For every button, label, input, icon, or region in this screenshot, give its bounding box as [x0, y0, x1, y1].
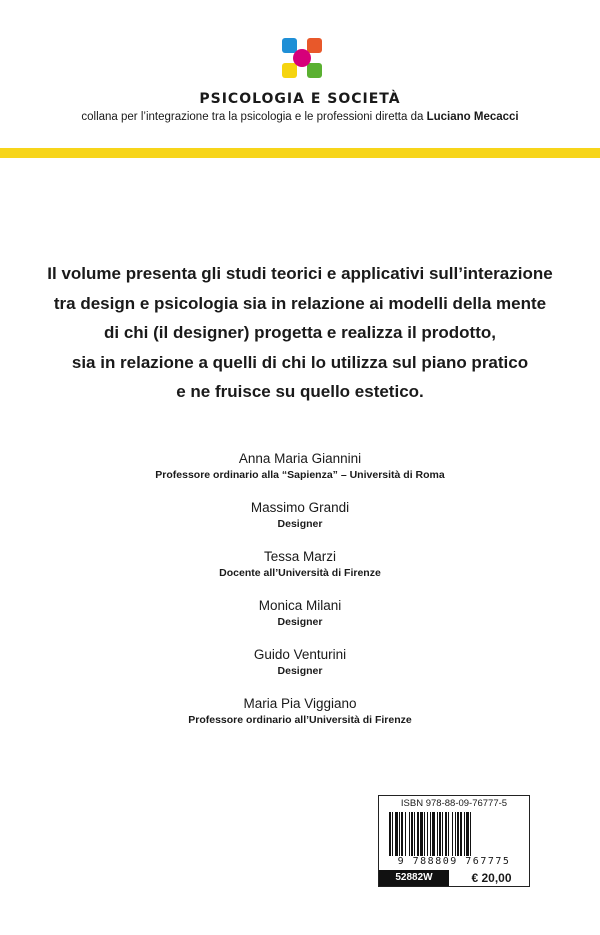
- author-name: Monica Milani: [258, 598, 342, 613]
- blurb-line: e ne fruisce su quello estetico.: [176, 382, 424, 401]
- isbn-text: ISBN 978-88-09-76777-5: [400, 798, 508, 809]
- author-entry: [0, 646, 600, 695]
- price-row: [379, 870, 529, 886]
- author-entry: [0, 450, 600, 499]
- author-role: Professore ordinario alla “Sapienza” – Università di Roma: [155, 469, 445, 481]
- author-name: Maria Pia Viggiano: [243, 696, 357, 711]
- author-role: Designer: [277, 616, 323, 628]
- series-director: Luciano Mecacci: [426, 111, 519, 123]
- author-role: Designer: [277, 665, 323, 677]
- price: € 20,00: [471, 871, 512, 885]
- author-entry: [0, 499, 600, 548]
- author-role: Docente all’Università di Firenze: [219, 567, 381, 579]
- author-entry: [0, 548, 600, 597]
- barcode-icon: [387, 812, 521, 856]
- series-name: PSICOLOGIA E SOCIETÀ: [199, 91, 401, 107]
- author-entry: [0, 695, 600, 744]
- series-description-text: collana per l’integrazione tra la psicologia e le professioni diretta da: [81, 111, 427, 123]
- author-role: Designer: [277, 518, 323, 530]
- series-description: [0, 111, 600, 123]
- author-name: Massimo Grandi: [250, 500, 350, 515]
- author-entry: [0, 597, 600, 646]
- book-blurb: [30, 259, 570, 407]
- author-role: Professore ordinario all’Università di Firenze: [188, 714, 412, 726]
- product-code: 52882W: [379, 870, 449, 886]
- author-name: Tessa Marzi: [263, 549, 336, 564]
- yellow-divider: [0, 148, 600, 158]
- blurb-line: di chi (il designer) progetta e realizza il prodotto,: [104, 323, 496, 342]
- barcode-digits: 9 788809 767775: [397, 856, 511, 867]
- blurb-line: sia in relazione a quelli di chi lo utilizza sul piano pratico: [71, 352, 529, 372]
- blurb-line: Il volume presenta gli studi teorici e applicativi sull’interazione: [47, 264, 553, 283]
- barcode-box: [378, 795, 530, 887]
- blurb-line: tra design e psicologia sia in relazione ai modelli della mente: [53, 293, 547, 313]
- author-name: Guido Venturini: [253, 647, 347, 662]
- author-name: Anna Maria Giannini: [238, 451, 362, 466]
- series-logo-icon: [280, 36, 324, 80]
- author-list: [0, 450, 600, 744]
